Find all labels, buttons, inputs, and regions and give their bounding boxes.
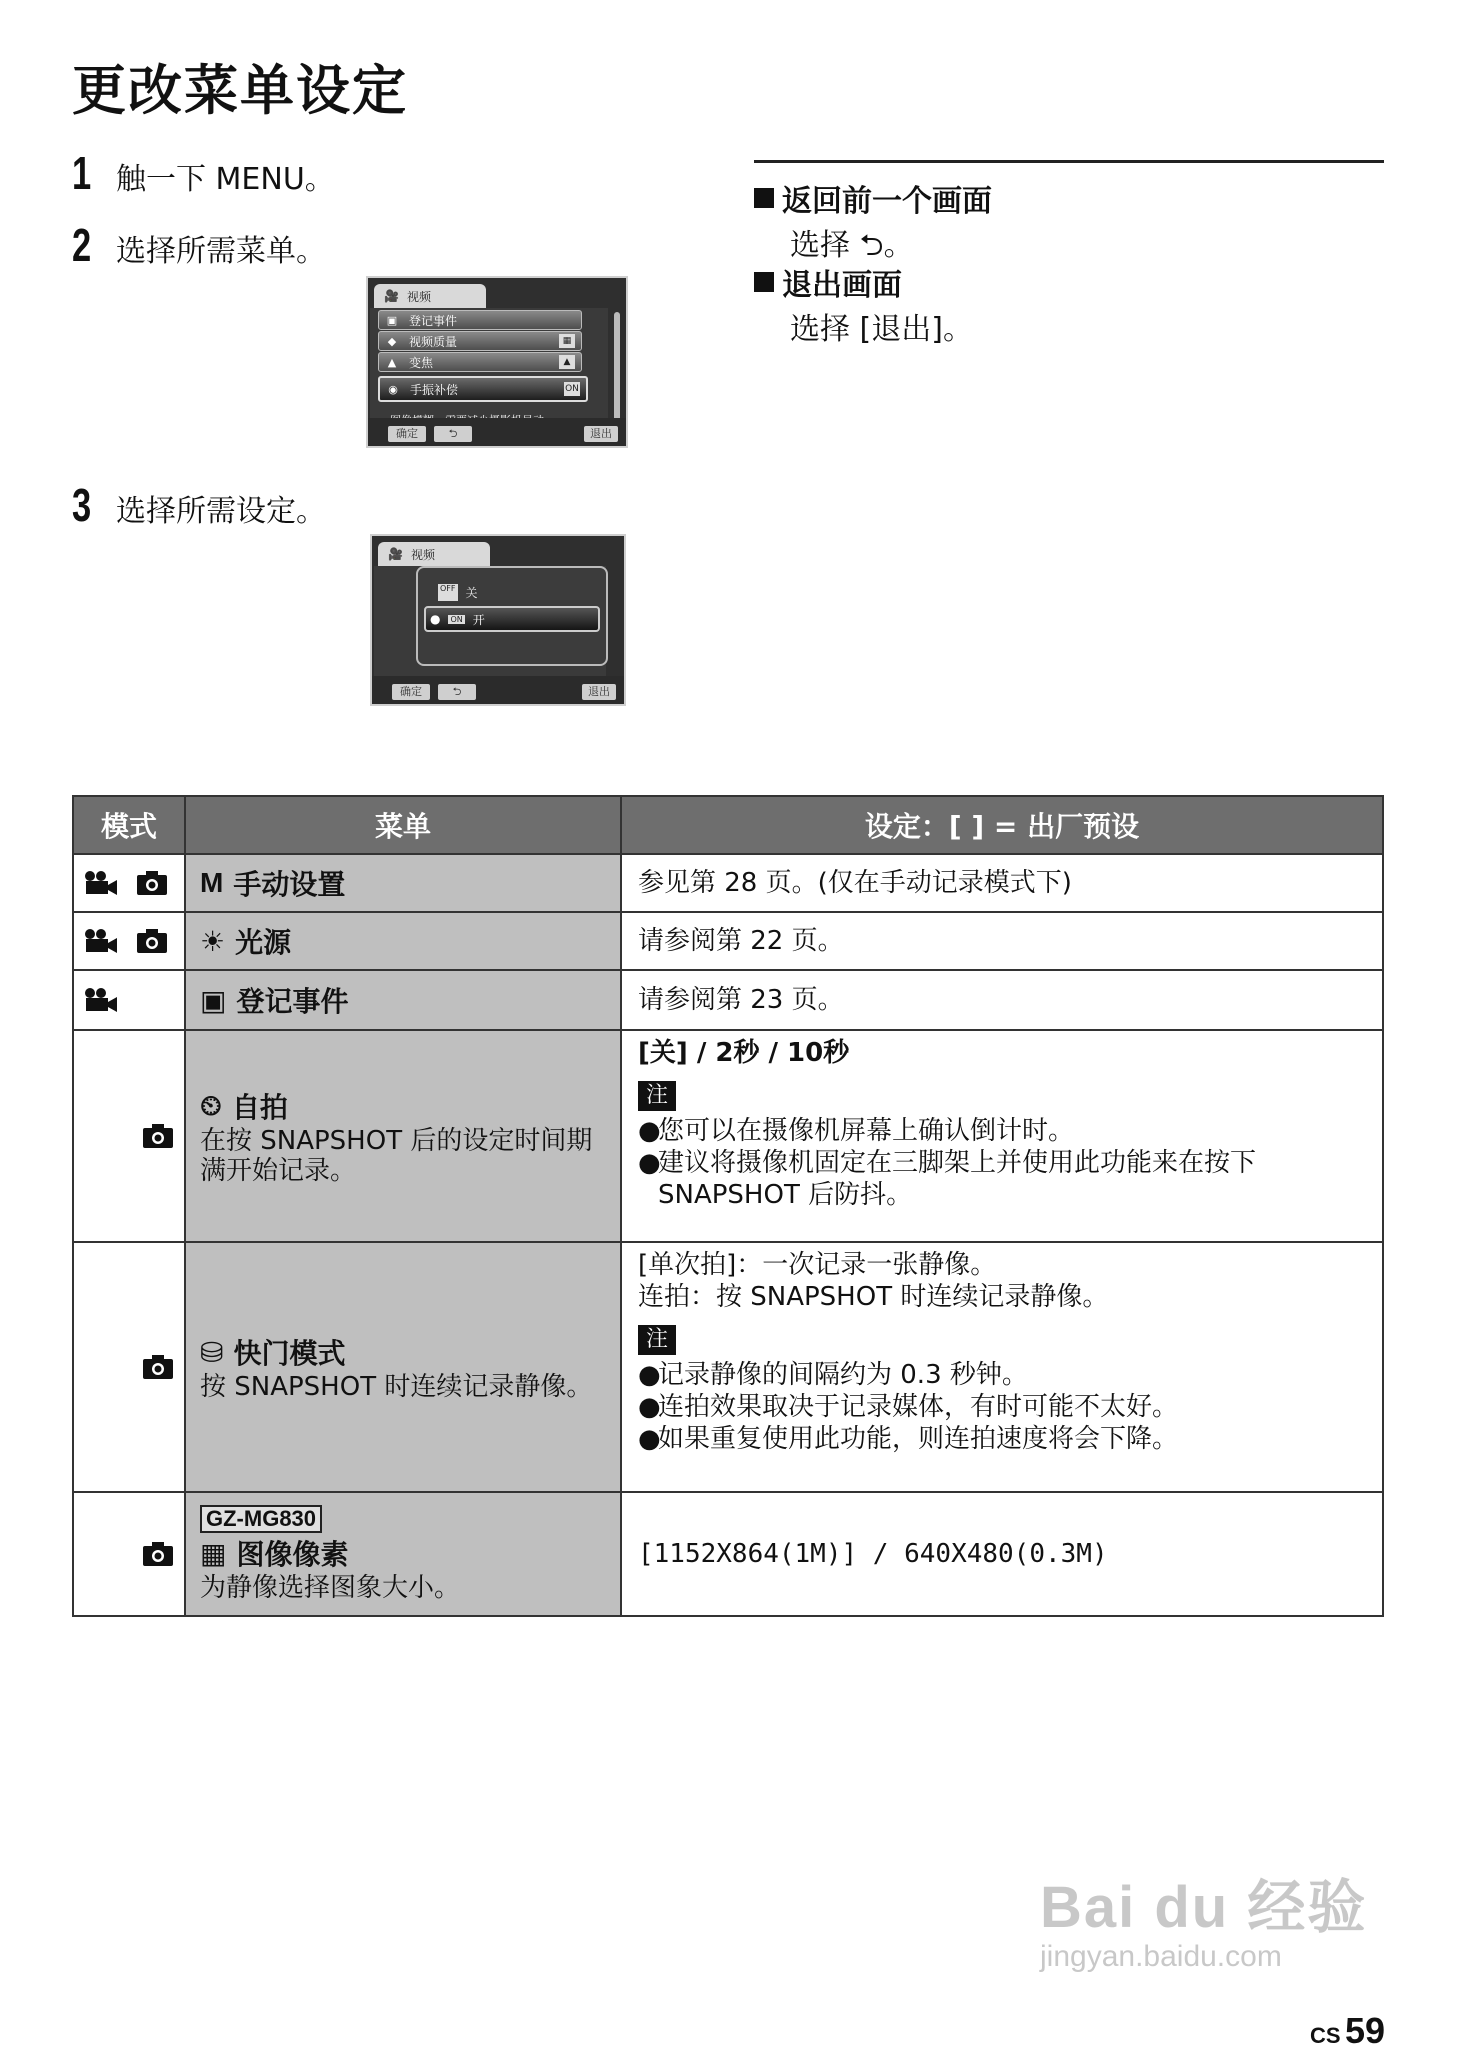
camera-setting-screen — [370, 534, 626, 706]
value-icon: ON — [565, 384, 579, 394]
screen-menu-row: ◆ 视频质量 ▦ — [378, 331, 582, 351]
divider — [754, 160, 1384, 163]
setting-line: 连拍：按 SNAPSHOT 时连续记录静像。 — [638, 1282, 1109, 1312]
value-icon: ▦ — [559, 334, 575, 348]
exit-text: 选择 [退出]。 — [790, 312, 973, 347]
menu-description: 按 SNAPSHOT 时连续记录静像。 — [200, 1372, 593, 1402]
menu-cell — [185, 912, 621, 970]
mode-cell — [73, 970, 185, 1030]
camera-icon — [136, 870, 168, 896]
stabilizer-icon: ◉ — [388, 382, 398, 396]
screen-scrollbar — [614, 312, 620, 424]
camera-icon — [136, 928, 168, 954]
movie-camera-icon — [84, 928, 118, 954]
menu-cell — [185, 1492, 621, 1616]
menu-title: 图像像素 — [236, 1538, 349, 1571]
camera-icon — [142, 1541, 174, 1567]
event-icon: ▣ — [386, 313, 398, 327]
step-text: 触一下 MENU。 — [116, 162, 335, 197]
movie-icon: 🎥 — [384, 289, 399, 303]
menu-cell — [185, 970, 621, 1030]
mode-cell — [73, 1492, 185, 1616]
menu-title: 自拍 — [231, 1091, 288, 1124]
table-header-row — [73, 796, 1383, 854]
page-footer — [1310, 2010, 1385, 2052]
screen-tab: 🎥 视频 — [374, 284, 486, 308]
setting-cell — [621, 1030, 1383, 1242]
screen-exit-button: 退出 — [584, 426, 618, 442]
baidu-watermark — [1040, 1860, 1367, 1974]
screen-menu-row-selected: ◉ 手振补偿 ON — [378, 376, 588, 402]
header-mode: 模式 — [73, 796, 185, 854]
mode-cell — [73, 854, 185, 912]
page-title: 更改菜单设定 — [72, 59, 408, 122]
movie-camera-icon — [84, 987, 118, 1013]
note-item: ● 如果重复使用此功能，则连拍速度将会下降。 — [638, 1424, 1179, 1454]
watermark-url: jingyan.baidu.com — [1040, 1940, 1282, 1973]
on-icon: ON — [450, 614, 463, 624]
step-2 — [72, 218, 326, 272]
setting-options: [关] / 2秒 / 10秒 — [638, 1038, 850, 1068]
camera-icon — [142, 1123, 174, 1149]
screen-back-button: ⮌ — [434, 426, 472, 442]
settings-table — [72, 795, 1384, 1617]
menu-cell — [185, 1030, 621, 1242]
selected-dot: ● — [430, 612, 441, 626]
note-badge: 注 — [638, 1325, 676, 1355]
screen-tab: 🎥 视频 — [378, 542, 490, 566]
step-number: 2 — [72, 219, 92, 271]
setting-cell: 请参阅第 23 页。 — [621, 970, 1383, 1030]
table-row — [73, 1242, 1383, 1492]
menu-title: 手动设置 — [233, 868, 346, 901]
setting-cell — [621, 1242, 1383, 1492]
step-3 — [72, 478, 326, 532]
movie-camera-icon — [84, 870, 118, 896]
back-heading: 返回前一个画面 — [782, 184, 992, 219]
setting-cell: [1152X864(1M)] / 640X480(0.3M) — [621, 1492, 1383, 1616]
menu-title: 快门模式 — [233, 1337, 346, 1370]
option-on-selected: ● ON 开 — [424, 606, 600, 632]
menu-description: 在按 SNAPSHOT 后的设定时间期满开始记录。 — [200, 1126, 593, 1186]
back-text: 选择 ⮌。 — [790, 228, 914, 263]
movie-icon: 🎥 — [388, 547, 403, 561]
setting-cell: 请参阅第 22 页。 — [621, 912, 1383, 970]
note-item: ● 您可以在摄像机屏幕上确认倒计时。 — [638, 1116, 1075, 1146]
note-item: ● 记录静像的间隔约为 0.3 秒钟。 — [638, 1360, 1028, 1390]
mode-cell — [73, 1242, 185, 1492]
quality-icon: ◆ — [387, 334, 397, 348]
mode-cell — [73, 1030, 185, 1242]
exit-section — [754, 260, 973, 348]
setting-cell: 参见第 28 页。(仅在手动记录模式下) — [621, 854, 1383, 912]
step-1 — [72, 146, 335, 200]
menu-cell — [185, 1242, 621, 1492]
language-code: CS — [1309, 2023, 1341, 2048]
exit-heading: 退出画面 — [782, 268, 902, 303]
value-icon: ▲ — [559, 355, 575, 369]
manual-icon: M — [200, 867, 224, 898]
model-badge: GZ-MG830 — [200, 1505, 322, 1533]
menu-title: 登记事件 — [236, 985, 349, 1018]
step-text: 选择所需菜单。 — [116, 234, 326, 269]
step-number: 3 — [72, 479, 92, 531]
header-menu: 菜单 — [185, 796, 621, 854]
table-row — [73, 970, 1383, 1030]
screen-ok-button: 确定 — [392, 684, 430, 700]
mode-cell — [73, 912, 185, 970]
header-setting: 设定：[ ] = 出厂预设 — [621, 796, 1383, 854]
menu-description: 为静像选择图象大小。 — [200, 1573, 461, 1603]
watermark-brand: Bai du 经验 — [1040, 1875, 1368, 1940]
square-bullet-icon — [754, 188, 774, 208]
option-off: OFF 关 — [440, 584, 478, 600]
step-number: 1 — [72, 147, 92, 199]
menu-cell — [185, 854, 621, 912]
camera-icon — [142, 1354, 174, 1380]
menu-title: 光源 — [235, 926, 292, 959]
table-row — [73, 1492, 1383, 1616]
setting-line: [单次拍]：一次记录一张静像。 — [638, 1250, 997, 1280]
off-icon: OFF — [438, 584, 458, 601]
note-item: ● 建议将摄像机固定在三脚架上并使用此功能来在按下 SNAPSHOT 后防抖。 — [638, 1148, 1257, 1210]
camera-menu-screen — [366, 276, 628, 448]
table-row — [73, 912, 1383, 970]
step-text: 选择所需设定。 — [116, 494, 326, 529]
note-item: ● 连拍效果取决于记录媒体，有时可能不太好。 — [638, 1392, 1179, 1422]
screen-back-button: ⮌ — [438, 684, 476, 700]
zoom-icon: ▲ — [387, 355, 397, 369]
shutter-mode-icon: ⛁ — [200, 1335, 224, 1369]
light-source-icon: ☀ — [200, 924, 226, 958]
page-number: 59 — [1344, 2010, 1385, 2051]
image-size-icon: ▦ — [200, 1536, 227, 1570]
screen-menu-row: ▣ 登记事件 — [378, 310, 582, 330]
event-register-icon: ▣ — [200, 983, 227, 1017]
screen-exit-button: 退出 — [582, 684, 616, 700]
square-bullet-icon — [754, 272, 774, 292]
note-badge: 注 — [638, 1081, 676, 1111]
screen-menu-row: ▲ 变焦 ▲ — [378, 352, 582, 372]
self-timer-icon: ⏲ — [200, 1089, 222, 1122]
screen-ok-button: 确定 — [388, 426, 426, 442]
table-row — [73, 1030, 1383, 1242]
table-row — [73, 854, 1383, 912]
